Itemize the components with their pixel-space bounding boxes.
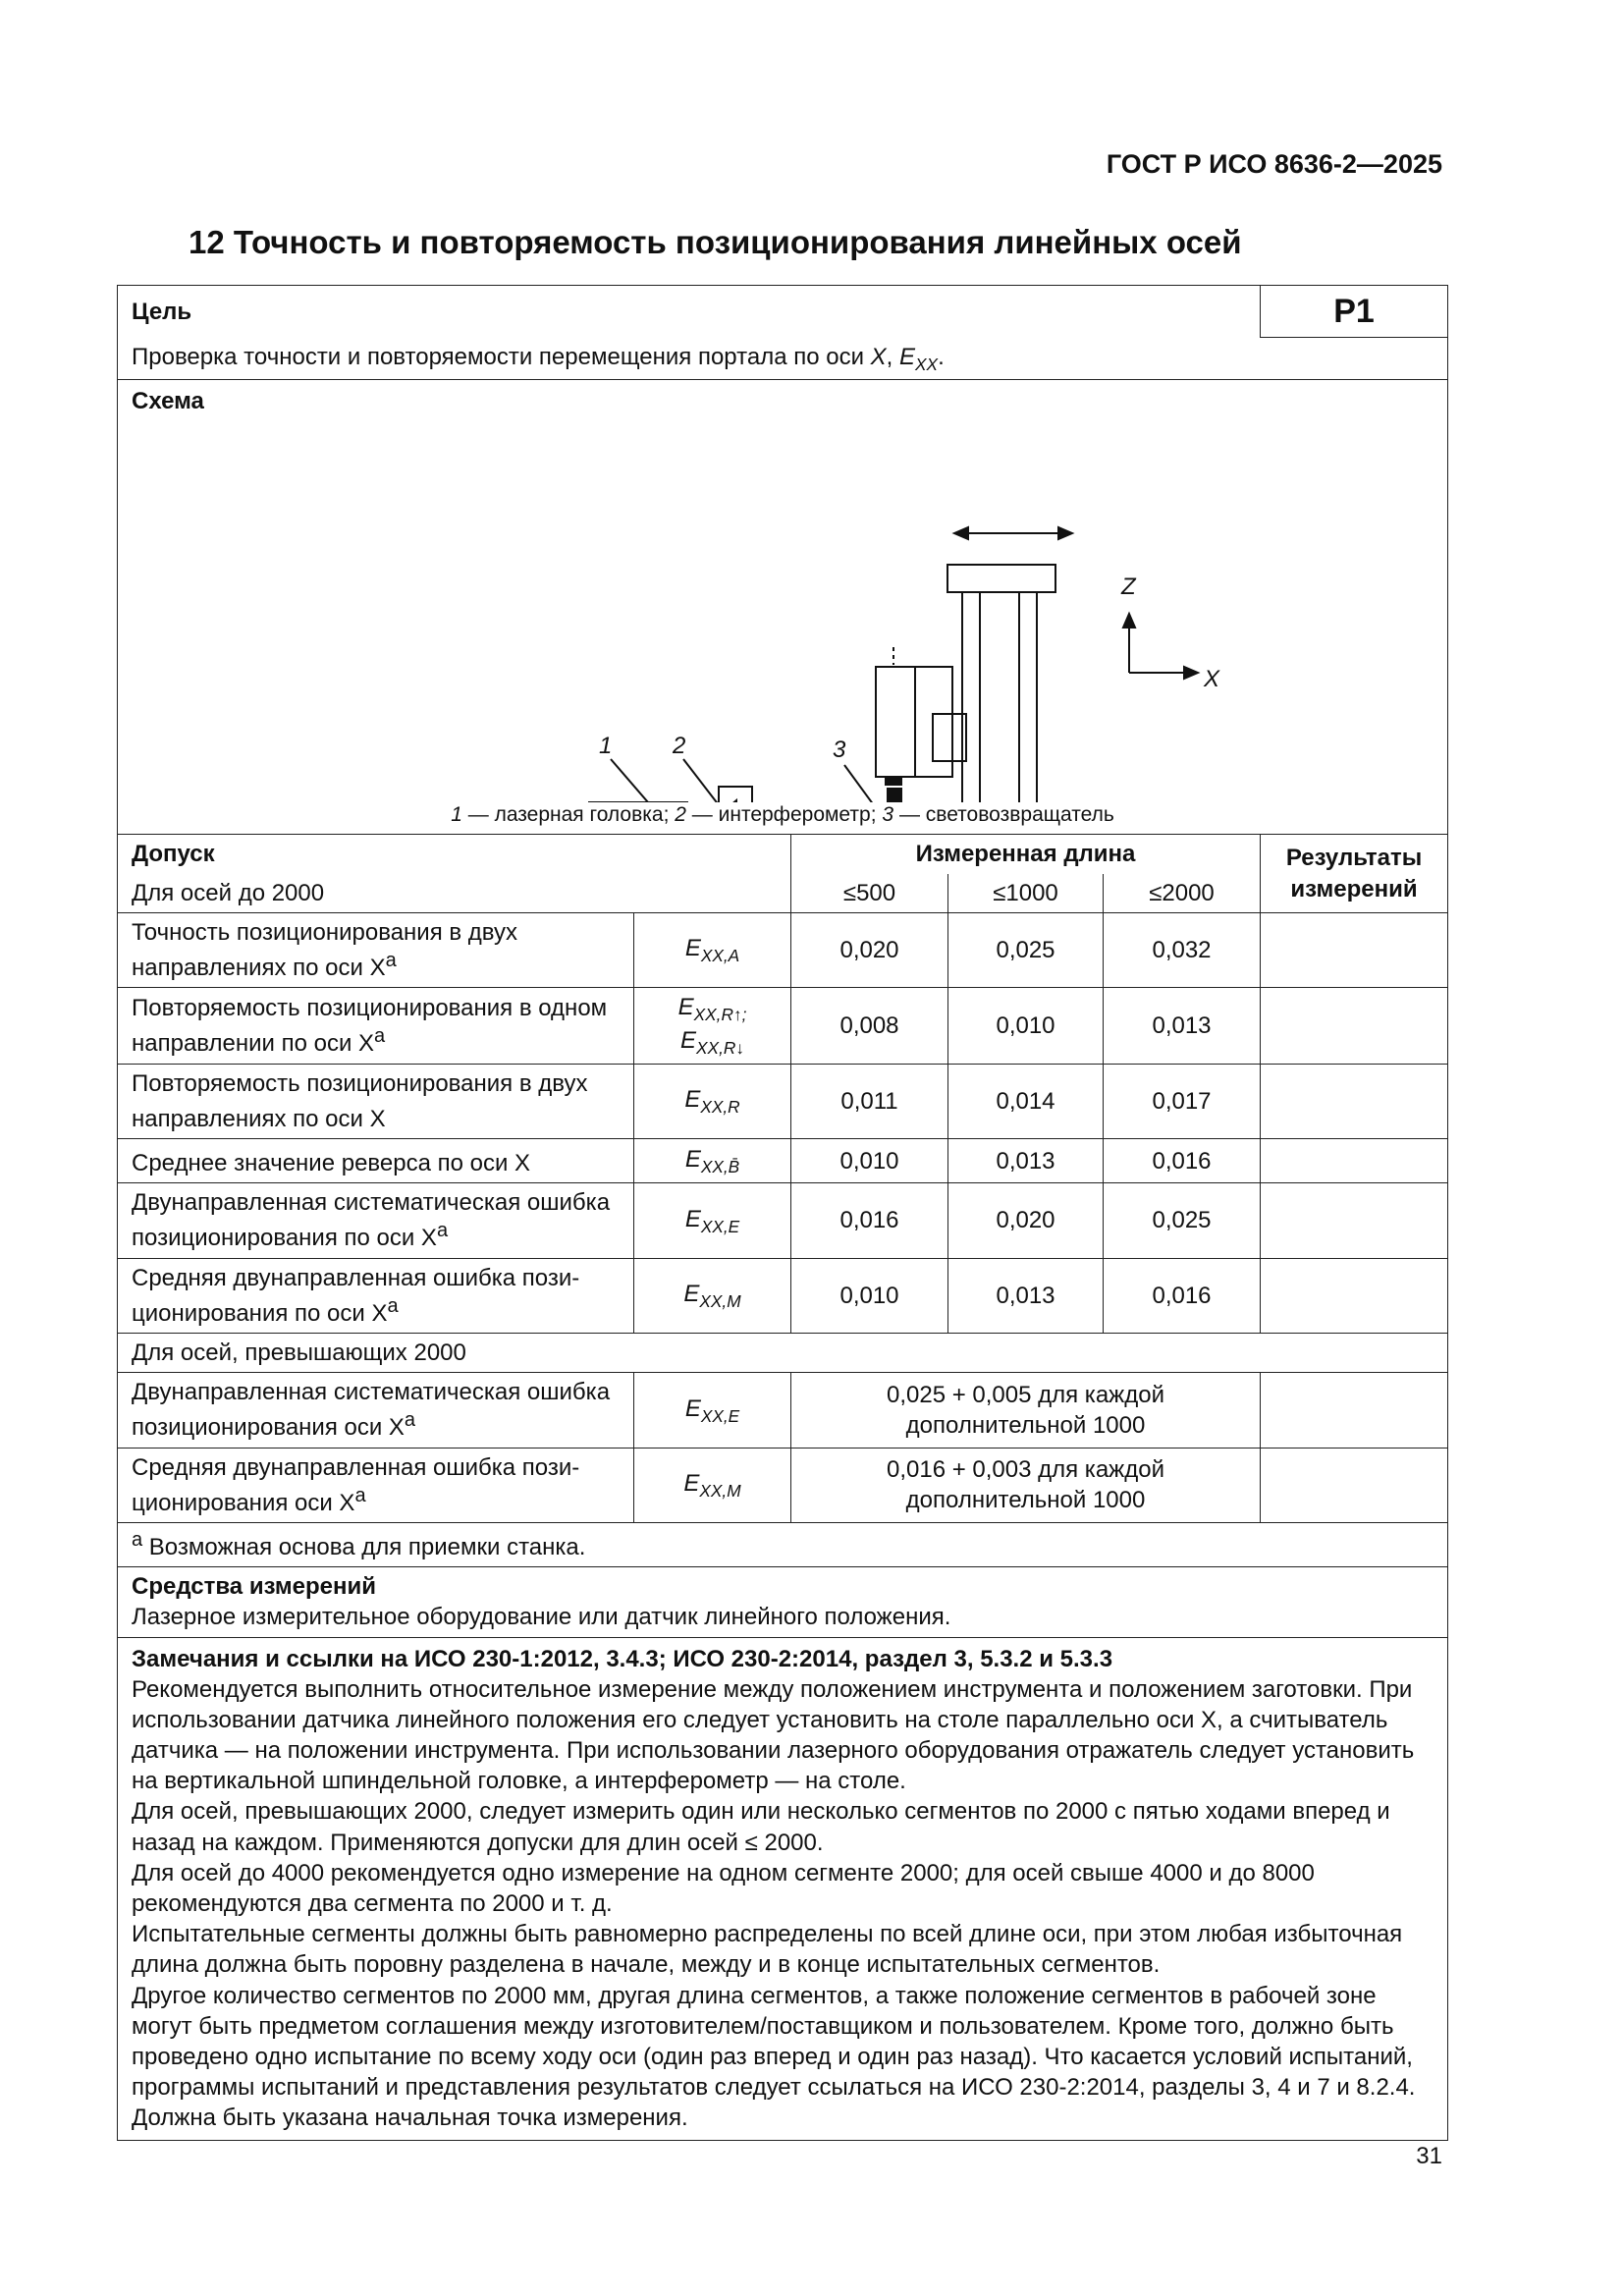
tolerance-header-row [118, 835, 1448, 874]
row-symbol: $E_{XX,M}$ [634, 1258, 791, 1333]
callout-2: 2 [673, 733, 686, 760]
formula-value: 0,025 + 0,005 для каждой дополнительной 1000 [791, 1373, 1261, 1448]
group2-row [118, 1334, 1448, 1373]
value-500: 0,010 [791, 1139, 948, 1183]
formula-value: 0,016 + 0,003 для каждой дополнительной 1000 [791, 1448, 1261, 1522]
col-500: ≤500 [791, 874, 948, 913]
note-paragraph: Для осей до 4000 рекомендуется одно измерение на одном сегменте 2000; для осей свыше 4000 и до 8000 рекомендуются два сегмента по 2000 и т. д. [132, 1859, 1315, 1917]
footnote: $^a$ Возможная основа для приемки станка. [118, 1522, 1448, 1566]
goal-row [118, 286, 1448, 338]
footnote-row [118, 1522, 1448, 1566]
results-label: Результаты измерений [1261, 835, 1448, 912]
group2-label: Для осей, превышающих 2000 [118, 1334, 1448, 1373]
result-cell[interactable] [1261, 1258, 1448, 1333]
value-500: 0,020 [791, 912, 948, 987]
columns-row [118, 874, 1448, 913]
row-symbol: $E_{XX,E}$ [634, 1183, 791, 1258]
row-symbol: $E_{XX,R}$ [634, 1064, 791, 1138]
tolerance-row [118, 1183, 1448, 1258]
callout-3: 3 [833, 737, 846, 764]
value-2000: 0,025 [1104, 1183, 1261, 1258]
value-2000: 0,016 [1104, 1139, 1261, 1183]
value-500: 0,011 [791, 1064, 948, 1138]
callouts [599, 733, 882, 802]
tolerance-row [118, 1258, 1448, 1333]
tolerance-row [118, 988, 1448, 1065]
callout-1: 1 [599, 733, 613, 760]
value-2000: 0,017 [1104, 1064, 1261, 1138]
value-1000: 0,013 [948, 1258, 1104, 1333]
instruments-title: Средства измерений [132, 1573, 377, 1601]
row-symbol: $E_{XX,M}$ [634, 1448, 791, 1522]
value-2000: 0,032 [1104, 912, 1261, 987]
value-1000: 0,013 [948, 1139, 1104, 1183]
value-1000: 0,025 [948, 912, 1104, 987]
note-paragraph: Для осей, превышающих 2000, следует измерить один или несколько сегментов по 2000 с пятью ходами вперед и назад на каждом. Применяются допуски для длин осей ≤ 2000. [132, 1798, 1390, 1856]
tolerance-row [118, 1139, 1448, 1183]
notes-title: Замечания и ссылки на ИСО 230-1:2012, 3.4.3; ИСО 230-2:2014, раздел 3, 5.3.2 и 5.3.3 [132, 1645, 1113, 1672]
result-cell[interactable] [1261, 1373, 1448, 1448]
row-symbol: $E_{XX,B̄}$ [634, 1139, 791, 1183]
note-paragraph: Другое количество сегментов по 2000 мм, другая длина сегментов, а также положение сегментов в рабочей зоне могут быть предметом соглашения между изготовителем/поставщиком и пользователем. Кроме того, должно быть проведено одно испытание по всему ходу оси (один раз вперед и один раз назад). Что касается условий испытаний, программы испытаний и представления результатов следует ссылаться на ИСО 230-2:2014, разделы 3, 4 и 7 и 8.2.4. Должна быть указана начальная точка измерения. [132, 1982, 1416, 2132]
row-symbol: $E_{XX,E}$ [634, 1373, 791, 1448]
row-text: Точность позиционирования в двух направлениях по оси $X^a$ [118, 912, 634, 987]
result-cell[interactable] [1261, 912, 1448, 987]
row-text: Средняя двунаправленная ошибка пози-ционирования по оси $X^a$ [118, 1258, 634, 1333]
machine-scheme-diagram [442, 400, 1247, 802]
instruments-cell [118, 1567, 1448, 1637]
travel-arrow [952, 527, 1072, 800]
result-cell[interactable] [1261, 1139, 1448, 1183]
row-text: Средняя двунаправленная ошибка пози-ционирования оси $X^a$ [118, 1448, 634, 1522]
goal-label: Цель [118, 286, 1261, 338]
note-paragraph: Испытательные сегменты должны быть равномерно распределены по всей длине оси, при этом любая избыточная длина должна быть поровну разделена в начале, между и в конце испытательных сегментов. [132, 1921, 1403, 1979]
row-text: Среднее значение реверса по оси X [118, 1139, 634, 1183]
result-cell[interactable] [1261, 1064, 1448, 1138]
section-title: 12 Точность и повторяемость позиционирования линейных осей [189, 224, 1242, 260]
goal-text-row [118, 338, 1448, 380]
value-500: 0,016 [791, 1183, 948, 1258]
col-2000: ≤2000 [1104, 874, 1261, 913]
tolerance-row [118, 1064, 1448, 1138]
instruments-text: Лазерное измерительное оборудование или датчик линейного положения. [132, 1604, 951, 1631]
row-text: Повторяемость позиционирования в двух направлениях по оси X [118, 1064, 634, 1138]
notes-row [118, 1637, 1448, 2140]
spindle-head [876, 647, 966, 802]
standard-code: ГОСТ Р ИСО 8636-2—2025 [1106, 149, 1442, 179]
row-symbol: $E_{XX,A}$ [634, 912, 791, 987]
value-1000: 0,020 [948, 1183, 1104, 1258]
group1-label: Для осей до 2000 [118, 874, 791, 913]
row-text: Двунаправленная систематическая ошибка позиционирования по оси $X^a$ [118, 1183, 634, 1258]
value-2000: 0,013 [1104, 988, 1261, 1065]
value-1000: 0,010 [948, 988, 1104, 1065]
scheme-cell [118, 380, 1448, 835]
test-code: P1 [1261, 286, 1448, 338]
row-text: Двунаправленная систематическая ошибка позиционирования оси $X^a$ [118, 1373, 634, 1448]
tolerance-row [118, 912, 1448, 987]
row-symbol: $E_{XX,R↑;}$ $E_{XX,R↓}$ [634, 988, 791, 1065]
scheme-row [118, 380, 1448, 835]
axis-indicator [1120, 574, 1220, 692]
measured-length-label: Измеренная длина [791, 835, 1261, 874]
axis-label-z: Z [1121, 574, 1136, 601]
scheme-caption: 1 — лазерная головка; 2 — интерферометр; 3 — световозвращатель [451, 803, 1114, 827]
tolerance-row-large [118, 1373, 1448, 1448]
tolerance-label: Допуск [118, 835, 791, 874]
axis-label-x: X [1204, 666, 1220, 693]
goal-text: Проверка точности и повторяемости перемещения портала по оси X, $E_{XX}$. [118, 338, 1448, 380]
test-sheet-table [117, 285, 1448, 2141]
value-500: 0,010 [791, 1258, 948, 1333]
value-1000: 0,014 [948, 1064, 1104, 1138]
page-number: 31 [1416, 2143, 1442, 2169]
col-1000: ≤1000 [948, 874, 1104, 913]
instruments-row [118, 1567, 1448, 1637]
result-cell[interactable] [1261, 988, 1448, 1065]
value-500: 0,008 [791, 988, 948, 1065]
row-text: Повторяемость позиционирования в одном направлении по оси $X^a$ [118, 988, 634, 1065]
result-cell[interactable] [1261, 1183, 1448, 1258]
scheme-label: Схема [132, 388, 204, 415]
result-cell[interactable] [1261, 1448, 1448, 1522]
notes-cell [118, 1637, 1448, 2140]
note-paragraph: Рекомендуется выполнить относительное измерение между положением инструмента и положением заготовки. При использовании датчика линейного положения его следует установить на столе параллельно оси X, а считыватель датчика — на положении инструмента. При использовании лазерного оборудования отражатель следует установить на вертикальной шпиндельной головке, а интерферометр — на столе. [132, 1675, 1415, 1795]
tolerance-row-large [118, 1448, 1448, 1522]
interferometer [719, 787, 752, 802]
value-2000: 0,016 [1104, 1258, 1261, 1333]
